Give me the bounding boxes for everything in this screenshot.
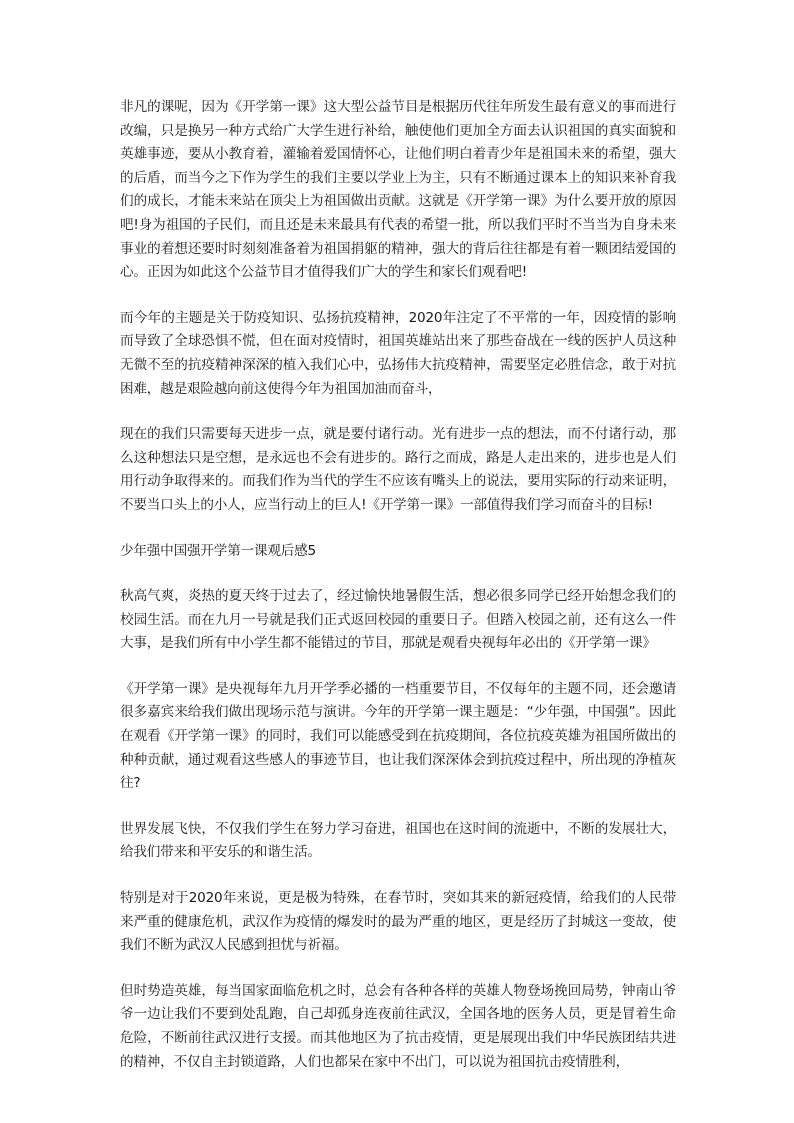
section-paragraph-3: 世界发展飞快，不仅我们学生在努力学习奋进，祖国也在这时间的流逝中，不断的发展壮大，给我们带来和平安乐的和谐生活。 bbox=[120, 820, 676, 861]
section-paragraph-2: 《开学第一课》是央视每年九月开学季必播的一档重要节目，不仅每年的主题不同，还会邀请很多嘉宾来给我们做出现场示范与演讲。今年的开学第一课主题是：“少年强，中国强”。因此在观看《开学第一课》的同时，我们可以能感受到在抗疫期间，各位抗疫英雄为祖国所做出的种种贡献，通过观看这些感人的事迹节目，也让我们深深体会到抗疫过程中，所出现的净植灰往? bbox=[120, 680, 676, 792]
paragraph-1: 非凡的课呢，因为《开学第一课》这大型公益节目是根据历代往年所发生最有意义的事而进行改编，只是换另一种方式给广大学生进行补给，触使他们更加全方面去认识祖国的真实面貌和英雄事迹，要从小教育着，灌输着爱国情怀心，让他们明白着青少年是祖国未来的希望，强大的后盾，而当今之下作为学生的我们主要以学业上为主，只有不断通过课本上的知识来补育我们的成长，才能未来站在顶尖上为祖国做出贡献。这就是《开学第一课》为什么要开放的原因吧!身为祖国的子民们，而且还是未来最具有代表的希望一批，所以我们平时不当当为自身未来事业的着想还要时时刻刻准备着为祖国捐躯的精神，强大的背后往往都是有着一颗团结爱国的心。正因为如此这个公益节目才值得我们广大的学生和家长们观看吧! bbox=[120, 99, 676, 281]
section-paragraph-4: 特别是对于2020年来说，更是极为特殊，在春节时，突如其来的新冠疫情，给我们的人民带来严重的健康危机，武汉作为疫情的爆发时的最为严重的地区，更是经历了封城这一变故，使我们不断为武汉人民感到担忧与祈福。 bbox=[120, 890, 676, 954]
paragraph-3: 现在的我们只需要每天进步一点，就是要付诸行动。光有进步一点的想法，而不付诸行动，那么这种想法只是空想，是永远也不会有进步的。路行之而成，路是人走出来的，进步也是人们用行动争取得来的。而我们作为当代的学生不应该有嘴头上的说法，要用实际的行动来证明，不要当口头上的小人，应当行动上的巨人!《开学第一课》一部值得我们学习而奋斗的目标! bbox=[120, 426, 676, 513]
paragraph-2: 而今年的主题是关于防疫知识、弘扬抗疫精神，2020年注定了不平常的一年，因疫情的影响而导致了全球恐惧不慌，但在面对疫情时，祖国英雄站出来了那些奋战在一线的医护人员这种无微不至的抗疫精神深深的植入我们心中，弘扬伟大抗疫精神，需要坚定必胜信念，敢于对抗困难，越是艰险越向前这使得今年为祖国加油而奋斗， bbox=[120, 309, 676, 397]
section-paragraph-5: 但时势造英雄，每当国家面临危机之时，总会有各种各样的英雄人物登场挽回局势，钟南山爷爷一边让我们不要到处乱跑，自己却孤身连夜前往武汉，全国各地的医务人员，更是冒着生命危险，不断前往武汉进行支援。而其他地区为了抗击疫情，更是展现出我们中华民族团结共进的精神，不仅自主封锁道路，人们也都呆在家中不出门，可以说为祖国抗击疫情胜利， bbox=[120, 982, 676, 1070]
section-paragraph-1: 秋高气爽，炎热的夏天终于过去了，经过愉快地暑假生活，想必很多同学已经开始想念我们的校园生活。而在九月一号就是我们正式返回校园的重要日子。但踏入校园之前，还有这么一件大事，是我们所有中小学生都不能错过的节目，那就是观看央视每年必出的《开学第一课》 bbox=[120, 588, 676, 652]
section-heading: 少年强中国强开学第一课观后感5 bbox=[120, 542, 316, 559]
document-body bbox=[120, 96, 676, 1096]
